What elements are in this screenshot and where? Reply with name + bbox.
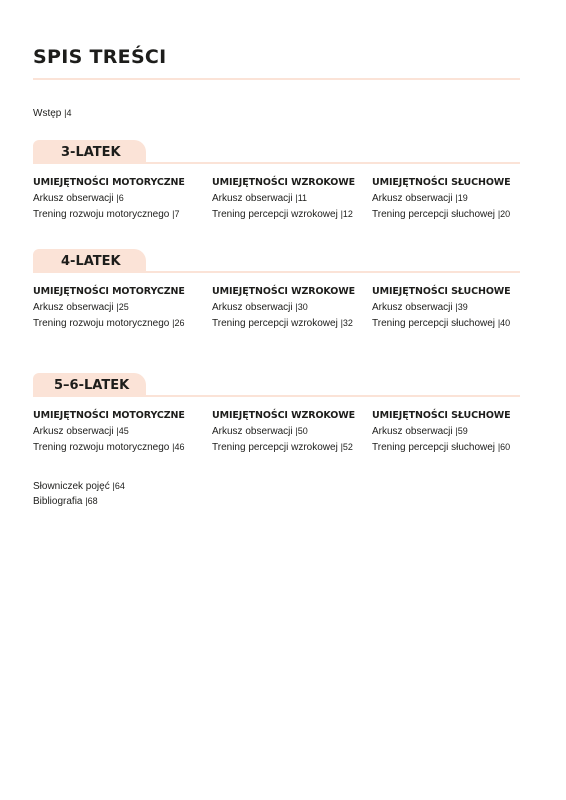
toc-entry-page: |7 (172, 209, 180, 219)
column-heading: UMIEJĘTNOŚCI MOTORYCZNE (33, 410, 185, 421)
toc-entry-page: |39 (455, 302, 468, 312)
section-divider (33, 271, 520, 273)
column-heading: UMIEJĘTNOŚCI SŁUCHOWE (372, 286, 511, 297)
toc-entry-page: |45 (116, 426, 129, 436)
toc-entry-page: |12 (340, 209, 353, 219)
column-heading: UMIEJĘTNOŚCI WZROKOWE (212, 410, 356, 421)
toc-entry[interactable] (212, 442, 355, 453)
toc-entry[interactable] (212, 209, 355, 220)
toc-entry-page: |11 (295, 193, 308, 203)
toc-entry-page: |59 (455, 426, 468, 436)
toc-entry-page: |60 (497, 442, 511, 452)
toc-entry-page: |40 (497, 318, 511, 328)
toc-entry-glossary[interactable] (33, 481, 125, 492)
toc-entry[interactable] (33, 442, 185, 453)
toc-entry[interactable] (372, 318, 511, 329)
column-heading: UMIEJĘTNOŚCI MOTORYCZNE (33, 177, 185, 188)
toc-entry-page: |4 (64, 108, 72, 118)
toc-entry-label: Słowniczek pojęć (33, 481, 110, 492)
column-auditory (372, 410, 511, 453)
toc-entry-label: Arkusz obserwacji (212, 302, 293, 313)
column-motor (33, 410, 185, 453)
toc-entry-page: |50 (295, 426, 308, 436)
toc-entry-label: Arkusz obserwacji (372, 302, 453, 313)
toc-entry[interactable] (372, 442, 511, 453)
column-auditory (372, 286, 511, 329)
toc-entry[interactable] (33, 209, 185, 220)
toc-entry-bibliography[interactable] (33, 496, 98, 507)
column-motor (33, 177, 185, 220)
toc-entry-label: Arkusz obserwacji (33, 302, 114, 313)
toc-entry-label: Arkusz obserwacji (372, 426, 453, 437)
toc-entry-label: Arkusz obserwacji (33, 193, 114, 204)
toc-entry[interactable] (212, 193, 355, 204)
toc-entry-label: Wstęp (33, 108, 62, 119)
toc-entry-label: Bibliografia (33, 496, 83, 507)
toc-entry[interactable] (33, 318, 185, 329)
column-visual (212, 177, 355, 220)
toc-entry-page: |26 (172, 318, 185, 328)
column-heading: UMIEJĘTNOŚCI MOTORYCZNE (33, 286, 185, 297)
toc-entry-page: |30 (295, 302, 308, 312)
toc-entry-label: Trening rozwoju motorycznego (33, 209, 170, 220)
toc-entry-page: |52 (340, 442, 353, 452)
section-tab: 5–6-LATEK (33, 373, 146, 397)
toc-entry[interactable] (33, 426, 185, 437)
toc-entry-label: Trening percepcji słuchowej (372, 209, 496, 220)
toc-entry[interactable] (212, 318, 355, 329)
toc-entry-page: |19 (455, 193, 468, 203)
toc-entry[interactable] (372, 193, 511, 204)
toc-entry-label: Arkusz obserwacji (372, 193, 453, 204)
toc-entry-page: |68 (85, 496, 98, 506)
section-tab: 4-LATEK (33, 249, 146, 273)
toc-entry-page: |64 (112, 481, 125, 491)
column-heading: UMIEJĘTNOŚCI SŁUCHOWE (372, 410, 511, 421)
toc-entry[interactable] (33, 302, 185, 313)
toc-entry-page: |32 (340, 318, 353, 328)
toc-entry-label: Trening rozwoju motorycznego (33, 442, 170, 453)
toc-entry-label: Arkusz obserwacji (33, 426, 114, 437)
toc-entry-label: Trening percepcji słuchowej (372, 442, 496, 453)
toc-entry[interactable] (212, 302, 355, 313)
toc-entry-intro[interactable] (33, 108, 71, 119)
toc-entry[interactable] (33, 193, 185, 204)
section-divider (33, 162, 520, 164)
toc-entry-label: Arkusz obserwacji (212, 193, 293, 204)
toc-entry-label: Trening percepcji wzrokowej (212, 318, 338, 329)
column-motor (33, 286, 185, 329)
toc-entry-page: |25 (116, 302, 129, 312)
toc-entry-label: Trening rozwoju motorycznego (33, 318, 170, 329)
column-heading: UMIEJĘTNOŚCI WZROKOWE (212, 286, 356, 297)
section-divider (33, 395, 520, 397)
toc-entry[interactable] (372, 209, 511, 220)
toc-entry[interactable] (372, 426, 511, 437)
toc-entry-label: Trening percepcji wzrokowej (212, 209, 338, 220)
toc-entry-label: Trening percepcji wzrokowej (212, 442, 338, 453)
toc-entry-page: |6 (116, 193, 124, 203)
column-visual (212, 410, 355, 453)
page-title: SPIS TREŚCI (33, 46, 167, 68)
section-tab: 3-LATEK (33, 140, 146, 164)
column-auditory (372, 177, 511, 220)
toc-entry-label: Arkusz obserwacji (212, 426, 293, 437)
column-heading: UMIEJĘTNOŚCI SŁUCHOWE (372, 177, 511, 188)
column-heading: UMIEJĘTNOŚCI WZROKOWE (212, 177, 356, 188)
column-visual (212, 286, 355, 329)
toc-entry-label: Trening percepcji słuchowej (372, 318, 496, 329)
toc-entry-page: |46 (172, 442, 185, 452)
title-divider (33, 78, 520, 80)
toc-entry[interactable] (372, 302, 511, 313)
toc-entry-page: |20 (497, 209, 511, 219)
toc-entry[interactable] (212, 426, 355, 437)
